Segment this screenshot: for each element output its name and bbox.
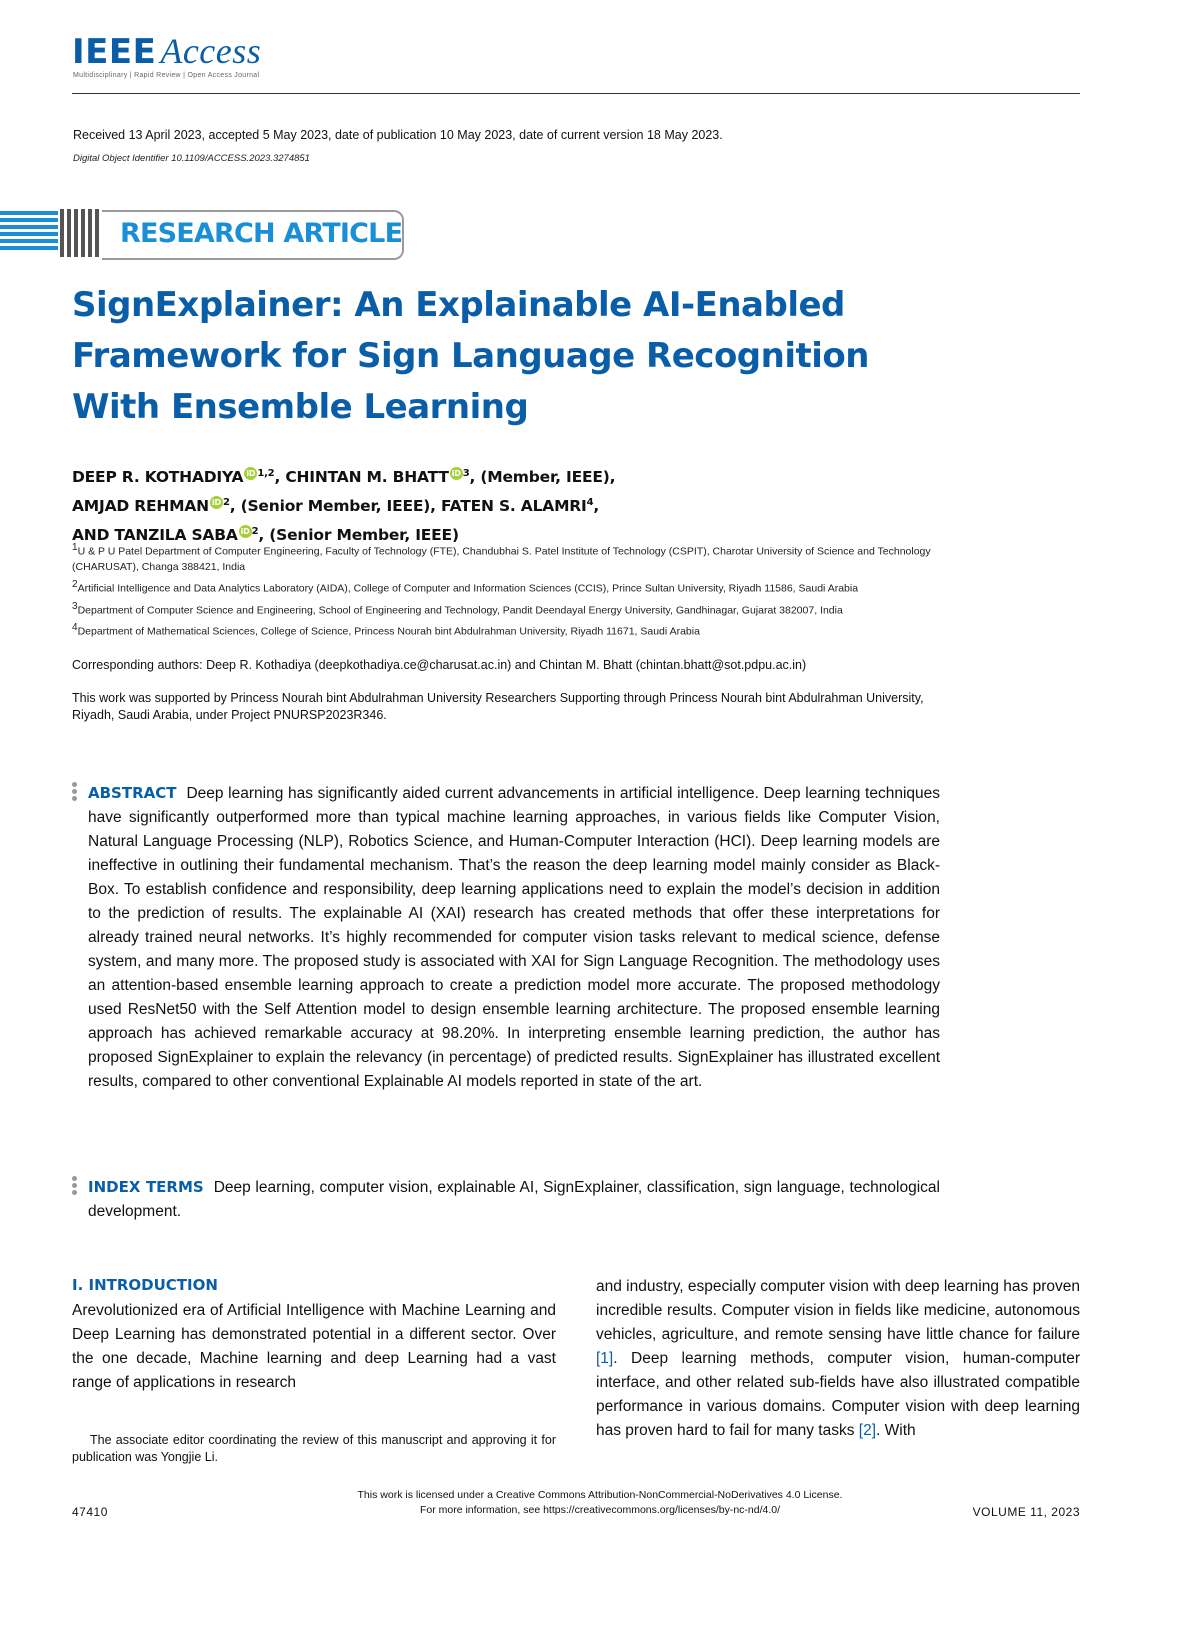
doi-line: Digital Object Identifier 10.1109/ACCESS.2023.3274851 xyxy=(73,153,310,164)
author-sup: 2 xyxy=(222,497,230,509)
orcid-icon[interactable]: iD xyxy=(210,496,223,509)
author-name: DEEP R. KOTHADIYA xyxy=(72,468,244,487)
affiliation-item: $^4$Department of Mathematical Sciences, College of Science, Princess Nourah bint Abdulrahman University, Riyadh 11671, Saudi Arabia xyxy=(72,622,700,638)
author-name: AND TANZILA SABA xyxy=(72,526,238,545)
index-terms-label: INDEX TERMS xyxy=(88,1178,204,1196)
author-sup: 3 xyxy=(462,468,470,479)
affiliation-item: $^3$Department of Computer Science and Engineering, School of Engineering and Technology, Pandit Deendayal Energy University, Gandhinagar, Gujarat 382007, India xyxy=(72,600,843,616)
affiliations xyxy=(72,540,932,642)
author-name: , CHINTAN M. BHATT xyxy=(274,468,449,487)
title-line: Framework for Sign Language Recognition xyxy=(72,336,869,376)
banner-stripes xyxy=(0,209,102,257)
author-list xyxy=(72,461,772,548)
paper-title xyxy=(72,280,972,433)
author-sup: 1,2 xyxy=(257,468,275,479)
author-name: , (Senior Member, IEEE), FATEN S. ALAMRI xyxy=(229,497,587,516)
abstract xyxy=(88,781,940,1094)
index-terms xyxy=(88,1175,940,1224)
index-terms-text: Deep learning, computer vision, explainable AI, SignExplainer, classification, sign language, technological development. xyxy=(88,1179,940,1220)
index-terms-dots-icon xyxy=(72,1176,78,1197)
editor-footnote: The associate editor coordinating the review of this manuscript and approving it for publication was Yongjie Li. xyxy=(72,1433,556,1464)
author-sep: , xyxy=(593,497,600,516)
citation-link[interactable]: [2] xyxy=(858,1422,877,1439)
author-membership: , (Senior Member, IEEE) xyxy=(258,526,459,545)
title-line: With Ensemble Learning xyxy=(72,387,529,427)
received-dates: Received 13 April 2023, accepted 5 May 2023, date of publication 10 May 2023, date of current version 18 May 2023. xyxy=(73,128,723,142)
abstract-dots-icon xyxy=(72,782,78,803)
logo-ieee-text: IEEE xyxy=(72,32,157,72)
volume-year: VOLUME 11, 2023 xyxy=(972,1505,1080,1519)
abstract-text: Deep learning has significantly aided current advancements in artificial intelligence. Deep learning techniques have significantly outperformed more than typical machine learning approaches, in various fields like Computer Vision, Natural Language Processing (NLP), Robotics Science, and Human-Computer Interaction (HCI). Deep learning models are ineffective in outlining their fundamental mechanism. That’s the reason the deep learning model mainly consider as Black-Box. To establish confidence and responsibility, deep learning applications need to explain the model’s decision in addition to the prediction of results. The explainable AI (XAI) research has created methods that offer these interpretations for already trained neural networks. It’s highly recommended for computer vision tasks relevant to medical science, defense system, and many more. The proposed study is associated with XAI for Sign Language Recognition. The methodology uses an attention-based ensemble learning approach to create a prediction model more accurate. The proposed methodology used ResNet50 with the Self Attention model to design ensemble learning architecture. The proposed ensemble learning approach has achieved remarkable accuracy at 98.20%. In interpreting ensemble learning prediction, the author has proposed SignExplainer to explain the relevancy (in percentage) of predicted results. SignExplainer has illustrated excellent results, compared to other conventional Explainable AI models reported in state of the art. xyxy=(88,785,940,1090)
affiliation-item: $^1$U & P U Patel Department of Computer Engineering, Faculty of Technology (FTE), Chandubhai S. Patel Institute of Technology (CSPIT), Charotar University of Science and Technology (CHARUSAT), Changa 388421, India xyxy=(72,542,931,573)
intro-left-column: Arevolutionized era of Artificial Intelligence with Machine Learning and Deep Learning has demonstrated potential in a different sector. Over the one decade, Machine learning and deep Learning had a vast range of applications in research xyxy=(72,1302,556,1391)
author-membership: , (Member, IEEE), xyxy=(469,468,616,487)
author-sup: 2 xyxy=(251,526,259,538)
intro-right-column: and industry, especially computer vision with deep learning has proven incredible results. Computer vision in fields like medicine, autonomous vehicles, agriculture, and remote sensing have little chance for failure [1]. Deep learning methods, computer vision, human-computer interface, and other related sub-fields have also illustrated compatible performance in various domains. Computer vision with deep learning has proven hard to fail for many tasks [2]. With xyxy=(596,1278,1080,1439)
abstract-label: ABSTRACT xyxy=(88,784,177,802)
section-heading: I. INTRODUCTION xyxy=(72,1276,218,1294)
logo-tagline: Multidisciplinary | Rapid Review | Open Access Journal xyxy=(73,72,260,79)
article-type: RESEARCH ARTICLE xyxy=(120,218,403,249)
logo-access-text: Access xyxy=(160,31,262,71)
page-number: 47410 xyxy=(72,1505,108,1519)
funding-note: This work was supported by Princess Nourah bint Abdulrahman University Researchers Supporting through Princess Nourah bint Abdulrahman University, Riyadh, Saudi Arabia, under Project PNURSP2023R346. xyxy=(72,691,924,722)
ieee-logo xyxy=(72,30,261,72)
author-name: AMJAD REHMAN xyxy=(72,497,209,516)
title-line: SignExplainer: An Explainable AI-Enabled xyxy=(72,285,845,325)
corresponding-authors: Corresponding authors: Deep R. Kothadiya (deepkothadiya.ce@charusat.ac.in) and Chintan M. Bhatt (chintan.bhatt@sot.pdpu.ac.in) xyxy=(72,658,807,672)
license-url[interactable]: For more information, see https://creativecommons.org/licenses/by-nc-nd/4.0/ xyxy=(419,1504,781,1516)
license-notice xyxy=(300,1488,900,1518)
license-line: This work is licensed under a Creative Commons Attribution-NonCommercial-NoDerivatives 4.0 License. xyxy=(357,1489,843,1501)
header-rule xyxy=(72,93,1080,94)
affiliation-item: $^2$Artificial Intelligence and Data Analytics Laboratory (AIDA), College of Computer and Information Sciences (CCIS), Prince Sultan University, Riyadh 11586, Saudi Arabia xyxy=(72,579,859,595)
orcid-icon[interactable]: iD xyxy=(244,467,257,480)
orcid-icon[interactable]: iD xyxy=(450,467,463,480)
author-sup: 4 xyxy=(586,497,594,509)
citation-link[interactable]: [1] xyxy=(596,1350,614,1367)
orcid-icon[interactable]: iD xyxy=(239,525,252,538)
